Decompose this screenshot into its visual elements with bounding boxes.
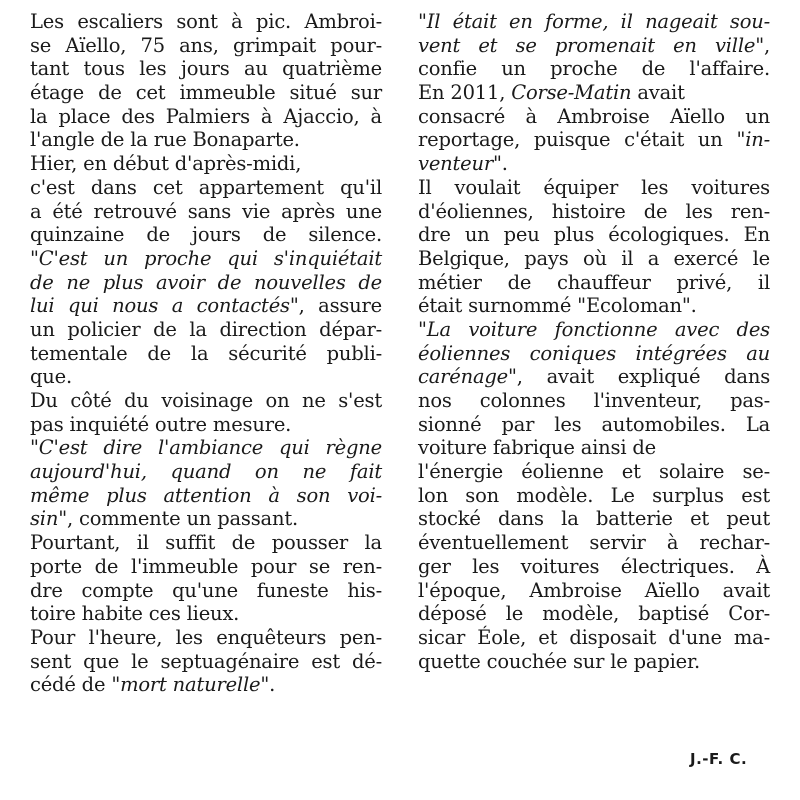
text-line — [30, 271, 382, 295]
text-line — [30, 602, 382, 626]
italic-text: vent et se promenait en ville" — [418, 33, 764, 57]
text-line — [418, 460, 770, 484]
body-text: quinzaine de jours de silence. — [30, 223, 382, 247]
italic-text: Corse-Matin — [511, 81, 632, 105]
body-text: Du côté du voisinage on ne s'est — [30, 389, 382, 412]
text-line — [418, 128, 770, 152]
text-line — [418, 413, 770, 437]
italic-text: "Il était en forme, il nageait sou- — [418, 10, 770, 33]
body-text: était surnommé "Ecoloman". — [418, 294, 697, 318]
body-text: Il voulait équiper les voitures — [418, 175, 770, 199]
text-line — [30, 176, 382, 200]
body-text: reportage, puisque c'était un — [418, 128, 737, 152]
italic-text: éoliennes coniques intégrées au — [418, 341, 770, 365]
body-text: se Aïello, 75 ans, grimpait pour- — [30, 33, 382, 57]
body-text: dre un peu plus écologiques. En — [418, 223, 770, 247]
italic-text: "C'est un proche qui s'inquiétait — [30, 246, 382, 270]
body-text: lon son modèle. Le surplus est — [418, 483, 770, 507]
body-text: dre compte qu'une funeste his- — [30, 578, 382, 602]
italic-text: "mort naturelle" — [111, 673, 270, 697]
body-text: nos colonnes l'inventeur, pas- — [418, 389, 770, 412]
text-line — [418, 57, 770, 81]
body-text: . — [501, 152, 508, 176]
body-text: l'énergie éolienne et solaire se- — [418, 460, 770, 484]
body-text: d'éoliennes, histoire de les ren- — [418, 199, 770, 223]
text-line — [30, 294, 382, 318]
text-line — [30, 10, 382, 34]
body-text: a été retrouvé sans vie après une — [30, 199, 382, 223]
body-text: que. — [30, 365, 72, 389]
italic-text: de ne plus avoir de nouvelles de — [30, 270, 382, 294]
body-text: , assure — [298, 294, 382, 318]
italic-text: sin" — [30, 507, 67, 531]
text-line — [418, 626, 770, 650]
italic-text: "C'est dire l'ambiance qui règne — [30, 436, 382, 460]
text-line — [30, 436, 382, 460]
body-text: c'est dans cet appartement qu'il — [30, 175, 382, 199]
body-text: métier de chauffeur privé, il — [418, 270, 770, 294]
text-line — [30, 413, 382, 437]
left-column — [30, 10, 382, 697]
right-column — [418, 10, 770, 673]
body-text: ger les voitures électriques. À — [418, 554, 770, 578]
text-line — [418, 579, 770, 603]
italic-text: même plus attention à son voi- — [30, 483, 382, 507]
italic-text: "in- — [736, 128, 770, 152]
body-text: tant tous les jours au quatrième — [30, 57, 382, 81]
body-text: Belgique, pays où il a exercé le — [418, 246, 770, 270]
italic-text: lui qui nous a contactés" — [30, 294, 299, 318]
text-line — [30, 673, 382, 697]
body-text: , commente un passant. — [66, 507, 298, 531]
text-line — [418, 223, 770, 247]
body-text: avait — [631, 81, 685, 105]
body-text: l'époque, Ambroise Aïello avait — [418, 578, 770, 602]
body-text: En 2011, — [418, 81, 512, 105]
text-line — [418, 10, 770, 34]
text-line — [30, 57, 382, 81]
body-text: pas inquiété outre mesure. — [30, 412, 292, 436]
italic-text: venteur" — [418, 152, 502, 176]
author-signature: J.-F. C. — [690, 750, 748, 768]
body-text: sicar Éole, et disposait d'une ma- — [418, 625, 770, 649]
body-text: étage de cet immeuble situé sur — [30, 81, 382, 105]
text-line — [418, 200, 770, 224]
text-line — [30, 105, 382, 129]
text-line — [30, 460, 382, 484]
body-text: Pourtant, il suffit de pousser la — [30, 531, 382, 555]
body-text: sent que le septuagénaire est dé- — [30, 649, 382, 673]
text-line — [30, 389, 382, 413]
body-text: Hier, en début d'après-midi, — [30, 152, 302, 176]
text-line — [418, 152, 770, 176]
text-line — [30, 247, 382, 271]
text-line — [418, 271, 770, 295]
italic-text: carénage" — [418, 365, 517, 389]
text-line — [418, 81, 770, 105]
body-text: consacré à Ambroise Aïello un — [418, 104, 770, 128]
text-line — [418, 389, 770, 413]
body-text: . — [269, 673, 276, 697]
text-line — [418, 247, 770, 271]
text-line — [418, 365, 770, 389]
body-text: Les escaliers sont à pic. Ambroi- — [30, 10, 382, 33]
body-text: la place des Palmiers à Ajaccio, à — [30, 104, 382, 128]
body-text: confie un proche de l'affaire. — [418, 57, 770, 81]
text-line — [418, 531, 770, 555]
text-line — [30, 342, 382, 366]
text-line — [418, 294, 770, 318]
body-text: l'angle de la rue Bonaparte. — [30, 128, 300, 152]
body-text: un policier de la direction dépar- — [30, 317, 382, 341]
text-line — [30, 223, 382, 247]
body-text: porte de l'immeuble pour se ren- — [30, 554, 382, 578]
text-line — [418, 176, 770, 200]
text-line — [418, 650, 770, 674]
text-line — [30, 555, 382, 579]
italic-text: aujourd'hui, quand on ne fait — [30, 460, 382, 484]
text-line — [418, 34, 770, 58]
text-line — [418, 602, 770, 626]
text-line — [30, 81, 382, 105]
text-line — [30, 579, 382, 603]
body-text: tementale de la sécurité publi- — [30, 341, 382, 365]
italic-text: "La voiture fonctionne avec des — [418, 317, 770, 341]
text-line — [30, 128, 382, 152]
body-text: , avait expliqué dans — [516, 365, 770, 389]
text-line — [30, 34, 382, 58]
text-line — [30, 365, 382, 389]
body-text: quette couchée sur le papier. — [418, 649, 700, 673]
text-line — [30, 200, 382, 224]
body-text: éventuellement servir à rechar- — [418, 531, 770, 555]
text-line — [418, 507, 770, 531]
body-text: cédé de — [30, 673, 112, 697]
body-text: , — [764, 33, 770, 57]
body-text: sionné par les automobiles. La — [418, 412, 770, 436]
text-line — [30, 531, 382, 555]
body-text: toire habite ces lieux. — [30, 602, 240, 626]
text-line — [418, 318, 770, 342]
text-line — [418, 555, 770, 579]
text-line — [30, 507, 382, 531]
text-line — [418, 105, 770, 129]
text-line — [30, 626, 382, 650]
body-text: déposé le modèle, baptisé Cor- — [418, 602, 770, 626]
body-text: stocké dans la batterie et peut — [418, 507, 770, 531]
text-line — [418, 436, 770, 460]
text-line — [30, 484, 382, 508]
body-text: Pour l'heure, les enquêteurs pen- — [30, 625, 382, 649]
text-line — [418, 342, 770, 366]
text-line — [418, 484, 770, 508]
text-line — [30, 650, 382, 674]
text-line — [30, 152, 382, 176]
body-text: voiture fabrique ainsi de — [418, 436, 656, 460]
text-line — [30, 318, 382, 342]
